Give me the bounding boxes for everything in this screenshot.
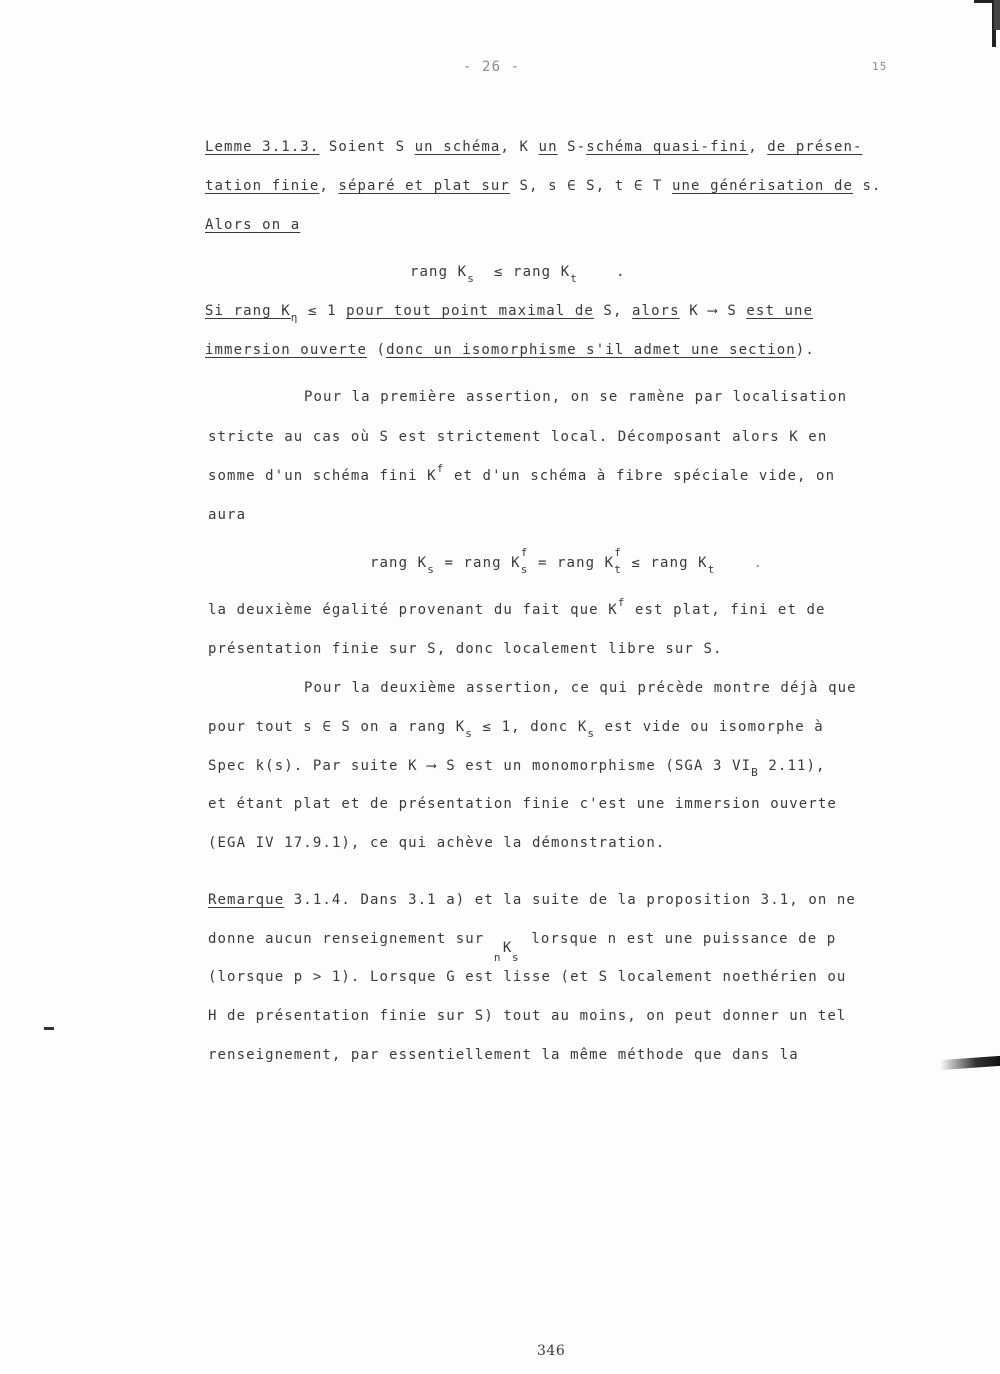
text-run: un schéma: [414, 139, 501, 155]
remark-line: H de présentation finie sur S) tout au moins, on peut donner un tel: [208, 1008, 847, 1024]
proof-line: aura: [208, 507, 247, 523]
remark-line: (lorsque p > 1). Lorsque G est lisse (et S localement noethérien ou: [208, 969, 847, 985]
lemma-line-5: [205, 341, 815, 359]
scan-smudge: [940, 1056, 1000, 1070]
proof-line: Pour la deuxième assertion, ce qui précède montre déjà que: [304, 680, 857, 696]
scan-tick: [44, 1027, 54, 1030]
remark-line-2: [208, 930, 837, 964]
text-run: Si rang K: [205, 303, 291, 319]
text-run: S-: [557, 139, 587, 155]
text-run: f: [436, 462, 445, 475]
text-run: s: [427, 563, 435, 576]
text-run: Soient S: [319, 139, 415, 155]
proof-line: présentation finie sur S, donc localement libre sur S.: [208, 641, 723, 657]
corner-note: 15: [872, 60, 888, 73]
page-number: 346: [537, 1343, 566, 1359]
text-run: .: [753, 555, 764, 571]
proof-line: [208, 718, 824, 740]
text-run: donne aucun renseignement sur: [208, 931, 494, 947]
lemma-label: Lemme 3.1.3.: [205, 139, 320, 155]
text-run: f: [520, 546, 529, 559]
proof-line: [208, 596, 826, 620]
text-run: K ⟶ S: [679, 303, 747, 319]
text-run: s.: [853, 178, 882, 194]
formula-rank-inequality: [410, 263, 626, 285]
text-run: s: [587, 727, 596, 740]
lemma-line-2: [205, 177, 882, 195]
text-run: une générisation de: [671, 178, 853, 194]
text-run: de présen-: [767, 139, 863, 155]
formula-rank-chain: [370, 546, 764, 576]
text-run: ≤ rang K: [621, 555, 708, 571]
text-run: , K: [500, 139, 539, 155]
proof-line: [208, 757, 826, 779]
proof-line: stricte au cas où S est strictement local. Décomposant alors K en: [208, 429, 828, 445]
text-run: t: [707, 563, 716, 576]
text-run: pour tout s ∈ S on a rang K: [208, 719, 466, 735]
text-run: B: [751, 766, 759, 779]
text-run: .: [616, 264, 626, 280]
lemma-line-4: [205, 302, 814, 324]
text-run: s: [511, 951, 520, 964]
text-run: = rang K: [434, 555, 521, 571]
text-run: 2.11),: [758, 758, 826, 774]
text-run: Spec k(s). Par suite K ⟶ S est un monomorphisme (SGA 3 VI: [208, 758, 752, 774]
text-run: est plat, fini et de: [625, 602, 826, 618]
text-run: schéma quasi-fini: [586, 139, 749, 155]
text-run: ).: [795, 342, 815, 358]
text-run: est une: [746, 303, 814, 319]
text-run: S, s ∈ S, t ∈ T: [509, 178, 672, 194]
text-run: f: [617, 596, 626, 609]
proof-line: (EGA IV 17.9.1), ce qui achève la démonstration.: [208, 835, 666, 851]
scan-corner-mark: [974, 0, 996, 47]
text-run: séparé et plat sur: [338, 178, 510, 194]
text-run: K: [502, 940, 513, 956]
text-run: lorsque n est une puissance de p: [521, 931, 837, 947]
text-run: s: [467, 272, 475, 285]
text-run: S,: [593, 303, 633, 319]
proof-line: et étant plat et de présentation finie c'est une immersion ouverte: [208, 796, 837, 812]
proof-line: [208, 462, 836, 486]
text-run: et d'un schéma à fibre spéciale vide, on: [444, 468, 836, 484]
text-run: s: [465, 727, 474, 740]
lemma-line-1: [205, 138, 863, 156]
text-run: pour tout point maximal de: [346, 303, 594, 319]
text-run: tation finie: [205, 178, 320, 194]
lemma-line-3: [205, 216, 300, 234]
text-run: donc un isomorphisme s'il admet une section: [386, 342, 796, 358]
text-run: rang K: [513, 264, 571, 280]
text-run: 3.1.4. Dans 3.1 a) et la suite de la proposition 3.1, on ne: [284, 892, 856, 908]
text-run: immersion ouverte: [205, 342, 367, 358]
text-run: t: [570, 272, 578, 285]
text-run: ,: [319, 178, 339, 194]
remark-line: renseignement, par essentiellement la même méthode que dans la: [208, 1047, 799, 1063]
text-run: la deuxième égalité provenant du fait que K: [208, 602, 618, 618]
remark-label: Remarque: [208, 892, 285, 908]
text-run: alors: [632, 303, 680, 319]
text-run: Alors on a: [205, 217, 301, 233]
text-run: f: [614, 546, 622, 559]
page-marker: - 26 -: [463, 59, 521, 75]
text-run: ≤ 1: [298, 303, 347, 319]
text-run: somme d'un schéma fini K: [208, 468, 437, 484]
proof-line: Pour la première assertion, on se ramène par localisation: [304, 389, 848, 405]
text-run: ≤: [493, 264, 504, 280]
text-run: ≤ 1, donc K: [473, 719, 588, 735]
text-run: η: [290, 311, 299, 324]
scan-edge-mark: [994, 0, 1000, 30]
text-run: rang K: [410, 264, 468, 280]
text-run: est vide ou isomorphe à: [595, 719, 824, 735]
text-run: (: [367, 342, 387, 358]
text-run: un: [538, 139, 558, 155]
text-run: t: [614, 563, 622, 576]
text-run: n: [493, 951, 502, 964]
text-run: ,: [748, 139, 768, 155]
text-run: s: [520, 563, 529, 576]
text-run: = rang K: [528, 555, 615, 571]
text-run: rang K: [370, 555, 428, 571]
remark-line-1: [208, 891, 856, 909]
